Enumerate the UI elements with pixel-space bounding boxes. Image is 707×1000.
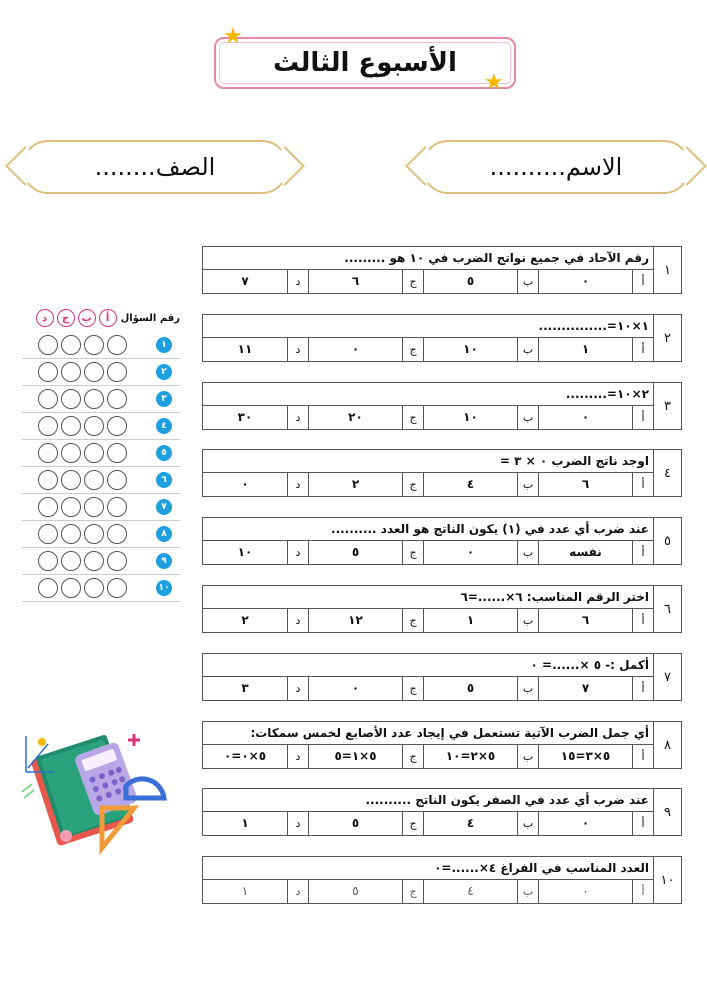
question-number-badge: ٥ bbox=[156, 445, 172, 461]
option-letter: ب bbox=[517, 677, 538, 700]
page-title-box bbox=[214, 37, 516, 89]
answer-bubble[interactable] bbox=[38, 497, 58, 517]
question-number-badge: ٧ bbox=[156, 499, 172, 515]
answer-bubble[interactable] bbox=[107, 470, 127, 490]
question-number: ١ bbox=[653, 247, 681, 293]
option-value[interactable]: ٥ bbox=[423, 270, 517, 293]
option-letter: ب bbox=[517, 406, 538, 429]
answer-row bbox=[22, 467, 180, 494]
answer-bubble[interactable] bbox=[38, 470, 58, 490]
question-number: ٧ bbox=[653, 654, 681, 700]
option-letter: د bbox=[287, 677, 308, 700]
question-number: ١٠ bbox=[653, 857, 681, 903]
question-text: ١×١٠=............... bbox=[203, 315, 653, 338]
option-value[interactable]: ٧ bbox=[241, 274, 249, 288]
answer-bubbles bbox=[38, 524, 127, 544]
option-letter: د bbox=[287, 812, 308, 835]
answer-bubble[interactable] bbox=[61, 497, 81, 517]
answer-bubble[interactable] bbox=[84, 578, 104, 598]
answer-sheet-header bbox=[22, 308, 180, 328]
option-letter: أ bbox=[632, 406, 653, 429]
option-letter: ج bbox=[402, 541, 423, 564]
option-value[interactable]: ٠ bbox=[308, 677, 402, 700]
option-letter: أ bbox=[632, 609, 653, 632]
question-text: عند ضرب أي عدد في (١) يكون الناتج هو العدد .......... bbox=[203, 518, 653, 541]
option-value[interactable]: ٠ bbox=[538, 812, 632, 835]
option-letter: ب bbox=[517, 473, 538, 496]
answer-bubble[interactable] bbox=[61, 551, 81, 571]
answer-bubbles bbox=[38, 497, 127, 517]
header-letter: ج bbox=[57, 309, 75, 327]
option-letter: د bbox=[287, 609, 308, 632]
option-value[interactable]: ٤ bbox=[423, 880, 517, 903]
star-icon: ★ bbox=[484, 70, 504, 95]
option-letter: ب bbox=[517, 541, 538, 564]
option-value[interactable]: ٥×٢=١٠ bbox=[423, 745, 517, 768]
answer-bubble[interactable] bbox=[84, 551, 104, 571]
option-value[interactable]: ٠ bbox=[538, 406, 632, 429]
answer-bubble[interactable] bbox=[38, 416, 58, 436]
option-value[interactable]: ٧ bbox=[538, 677, 632, 700]
option-letter: ج bbox=[402, 745, 423, 768]
answer-row bbox=[22, 359, 180, 386]
option-letter: د bbox=[287, 406, 308, 429]
answer-bubbles bbox=[38, 443, 127, 463]
answer-bubble[interactable] bbox=[61, 443, 81, 463]
answer-row bbox=[22, 332, 180, 359]
option-letter: أ bbox=[632, 270, 653, 293]
option-value[interactable]: ٠ bbox=[538, 270, 632, 293]
answer-bubbles bbox=[38, 470, 127, 490]
option-letter: أ bbox=[632, 812, 653, 835]
option-value[interactable]: ٢٠ bbox=[308, 406, 402, 429]
question-box bbox=[202, 314, 682, 362]
question-box bbox=[202, 517, 682, 565]
question-number-badge: ٦ bbox=[156, 472, 172, 488]
option-letter: ب bbox=[517, 812, 538, 835]
answer-bubble[interactable] bbox=[84, 389, 104, 409]
question-number-badge: ١٠ bbox=[156, 580, 172, 596]
option-value[interactable]: ٤ bbox=[423, 812, 517, 835]
answer-bubble[interactable] bbox=[84, 416, 104, 436]
answer-bubble[interactable] bbox=[38, 335, 58, 355]
option-letter: د bbox=[287, 880, 308, 903]
option-value[interactable]: ٠ bbox=[308, 338, 402, 361]
option-letter: ج bbox=[402, 338, 423, 361]
answer-bubble[interactable] bbox=[84, 362, 104, 382]
answer-bubble[interactable] bbox=[38, 389, 58, 409]
answer-bubble[interactable] bbox=[61, 524, 81, 544]
option-value[interactable]: ٦ bbox=[538, 609, 632, 632]
option-letter: ج bbox=[402, 812, 423, 835]
answer-bubbles bbox=[38, 416, 127, 436]
question-text: عند ضرب أي عدد في الصفر يكون الناتج .......... bbox=[203, 789, 653, 812]
option-letter: ب bbox=[517, 609, 538, 632]
option-letter: أ bbox=[632, 338, 653, 361]
option-value[interactable]: ١ bbox=[241, 816, 249, 830]
option-value[interactable]: ١٠ bbox=[423, 406, 517, 429]
star-icon: ★ bbox=[223, 24, 243, 49]
question-number: ٤ bbox=[653, 450, 681, 496]
question-number-badge: ٤ bbox=[156, 418, 172, 434]
question-text: رقم الآحاد في جميع نواتج الضرب في ١٠ هو ......... bbox=[203, 247, 653, 270]
answer-bubble[interactable] bbox=[84, 497, 104, 517]
option-value[interactable]: ٥×٣=١٥ bbox=[538, 745, 632, 768]
name-field[interactable]: الاسم.......... bbox=[489, 153, 623, 181]
answer-bubble[interactable] bbox=[38, 578, 58, 598]
answer-bubbles bbox=[38, 389, 127, 409]
option-value[interactable]: ١ bbox=[423, 609, 517, 632]
option-value[interactable]: ٤ bbox=[423, 473, 517, 496]
options-row bbox=[203, 473, 653, 496]
option-letter: د bbox=[287, 270, 308, 293]
class-field[interactable]: الصف........ bbox=[94, 153, 216, 181]
option-letter: ب bbox=[517, 880, 538, 903]
option-letter: أ bbox=[632, 745, 653, 768]
option-value[interactable]: ٢ bbox=[308, 473, 402, 496]
question-number-badge: ١ bbox=[156, 337, 172, 353]
answer-bubble[interactable] bbox=[38, 551, 58, 571]
answer-row bbox=[22, 386, 180, 413]
option-letter: د bbox=[287, 745, 308, 768]
option-letter: أ bbox=[632, 541, 653, 564]
answer-bubbles bbox=[38, 362, 127, 382]
answer-bubble[interactable] bbox=[84, 335, 104, 355]
option-letter: ج bbox=[402, 406, 423, 429]
answer-row bbox=[22, 494, 180, 521]
answer-bubble[interactable] bbox=[107, 335, 127, 355]
option-letter: د bbox=[287, 541, 308, 564]
answer-bubble[interactable] bbox=[61, 578, 81, 598]
question-text: أي جمل الضرب الآتية تستعمل في إيجاد عدد الأصابع لخمس سمكات: bbox=[203, 722, 653, 745]
header-letter: ب bbox=[78, 309, 96, 327]
question-text: ٢×١٠=......... bbox=[203, 383, 653, 406]
option-letter: د bbox=[287, 338, 308, 361]
option-value[interactable]: ٥ bbox=[308, 812, 402, 835]
answer-bubbles bbox=[38, 335, 127, 355]
answer-bubble[interactable] bbox=[61, 389, 81, 409]
option-value[interactable]: ٥ bbox=[308, 541, 402, 564]
option-value[interactable]: ٠ bbox=[241, 477, 249, 491]
answer-sheet-label: رقم السؤال bbox=[120, 312, 180, 324]
option-value[interactable]: ٦ bbox=[538, 473, 632, 496]
option-letter: ب bbox=[517, 745, 538, 768]
answer-row bbox=[22, 575, 180, 602]
option-letter: أ bbox=[632, 473, 653, 496]
option-value[interactable]: ١٠ bbox=[237, 545, 253, 559]
question-text: أكمل :- ٥ ×......= ٠ bbox=[203, 654, 653, 677]
header-letter: د bbox=[36, 309, 54, 327]
option-letter: ج bbox=[402, 609, 423, 632]
options-row bbox=[203, 406, 653, 429]
answer-row bbox=[22, 521, 180, 548]
answer-bubble[interactable] bbox=[107, 497, 127, 517]
answer-row bbox=[22, 440, 180, 467]
option-value[interactable]: ٥ bbox=[423, 677, 517, 700]
question-text: العدد المناسب في الفراغ ٤×......=٠ bbox=[203, 857, 653, 880]
option-value[interactable]: ١ bbox=[538, 338, 632, 361]
answer-bubble[interactable] bbox=[84, 443, 104, 463]
question-number-badge: ٢ bbox=[156, 364, 172, 380]
option-letter: ب bbox=[517, 338, 538, 361]
answer-bubble[interactable] bbox=[38, 524, 58, 544]
option-value[interactable]: نفسه bbox=[538, 541, 632, 564]
option-letter: أ bbox=[632, 880, 653, 903]
answer-bubble[interactable] bbox=[107, 524, 127, 544]
options-row bbox=[203, 880, 653, 903]
option-value[interactable]: ٦ bbox=[308, 270, 402, 293]
question-box bbox=[202, 721, 682, 769]
answer-bubbles bbox=[38, 578, 127, 598]
option-letter: ج bbox=[402, 270, 423, 293]
question-number: ٩ bbox=[653, 789, 681, 835]
question-number: ٨ bbox=[653, 722, 681, 768]
answer-bubble[interactable] bbox=[61, 335, 81, 355]
options-row bbox=[203, 541, 653, 564]
question-number: ٦ bbox=[653, 586, 681, 632]
option-value[interactable]: ١٢ bbox=[308, 609, 402, 632]
question-box bbox=[202, 246, 682, 294]
question-number: ٢ bbox=[653, 315, 681, 361]
answer-bubble[interactable] bbox=[107, 416, 127, 436]
question-number-badge: ٩ bbox=[156, 553, 172, 569]
option-value[interactable]: ٢ bbox=[241, 613, 249, 627]
option-letter: ج bbox=[402, 473, 423, 496]
answer-bubbles bbox=[38, 551, 127, 571]
math-illustration bbox=[14, 726, 174, 856]
question-box bbox=[202, 449, 682, 497]
question-box bbox=[202, 382, 682, 430]
question-number-badge: ٣ bbox=[156, 391, 172, 407]
option-letter: د bbox=[287, 473, 308, 496]
answer-bubble[interactable] bbox=[107, 578, 127, 598]
answer-bubble[interactable] bbox=[61, 416, 81, 436]
options-row bbox=[203, 609, 653, 632]
option-value[interactable]: ٣ bbox=[241, 681, 249, 695]
answer-bubble[interactable] bbox=[84, 470, 104, 490]
option-letter: ج bbox=[402, 677, 423, 700]
question-number: ٣ bbox=[653, 383, 681, 429]
question-text: اختر الرقم المناسب: ٦×......=٦ bbox=[203, 586, 653, 609]
question-box bbox=[202, 653, 682, 701]
options-row bbox=[203, 270, 653, 293]
options-row bbox=[203, 812, 653, 835]
header-letter: أ bbox=[99, 309, 117, 327]
option-value[interactable]: ٥×٠=٠ bbox=[223, 749, 267, 763]
option-letter: ج bbox=[402, 880, 423, 903]
option-value[interactable]: ١١ bbox=[237, 342, 253, 356]
answer-bubble[interactable] bbox=[38, 362, 58, 382]
answer-bubble[interactable] bbox=[107, 389, 127, 409]
page-title: الأسبوع الثالث bbox=[273, 48, 457, 78]
question-text: اوجد ناتج الضرب ٠ × ٣ = bbox=[203, 450, 653, 473]
option-letter: ب bbox=[517, 270, 538, 293]
answer-row bbox=[22, 548, 180, 575]
options-row bbox=[203, 745, 653, 768]
question-box bbox=[202, 856, 682, 904]
answer-bubble[interactable] bbox=[107, 551, 127, 571]
options-row bbox=[203, 677, 653, 700]
answer-bubble[interactable] bbox=[38, 443, 58, 463]
answer-row bbox=[22, 413, 180, 440]
class-banner bbox=[22, 140, 288, 194]
question-box bbox=[202, 585, 682, 633]
question-number: ٥ bbox=[653, 518, 681, 564]
option-value[interactable]: ٠ bbox=[538, 880, 632, 903]
option-value[interactable]: ٥×١=٥ bbox=[308, 745, 402, 768]
option-value[interactable]: ٠ bbox=[423, 541, 517, 564]
answer-bubble[interactable] bbox=[107, 362, 127, 382]
answer-bubble[interactable] bbox=[61, 362, 81, 382]
option-value[interactable]: ١ bbox=[241, 884, 249, 898]
answer-bubble[interactable] bbox=[84, 524, 104, 544]
answer-bubble[interactable] bbox=[61, 470, 81, 490]
option-letter: أ bbox=[632, 677, 653, 700]
name-banner bbox=[422, 140, 690, 194]
question-box bbox=[202, 788, 682, 836]
option-value[interactable]: ٥ bbox=[308, 880, 402, 903]
option-value[interactable]: ١٠ bbox=[423, 338, 517, 361]
option-value[interactable]: ٣٠ bbox=[237, 410, 253, 424]
answer-bubble[interactable] bbox=[107, 443, 127, 463]
question-number-badge: ٨ bbox=[156, 526, 172, 542]
options-row bbox=[203, 338, 653, 361]
